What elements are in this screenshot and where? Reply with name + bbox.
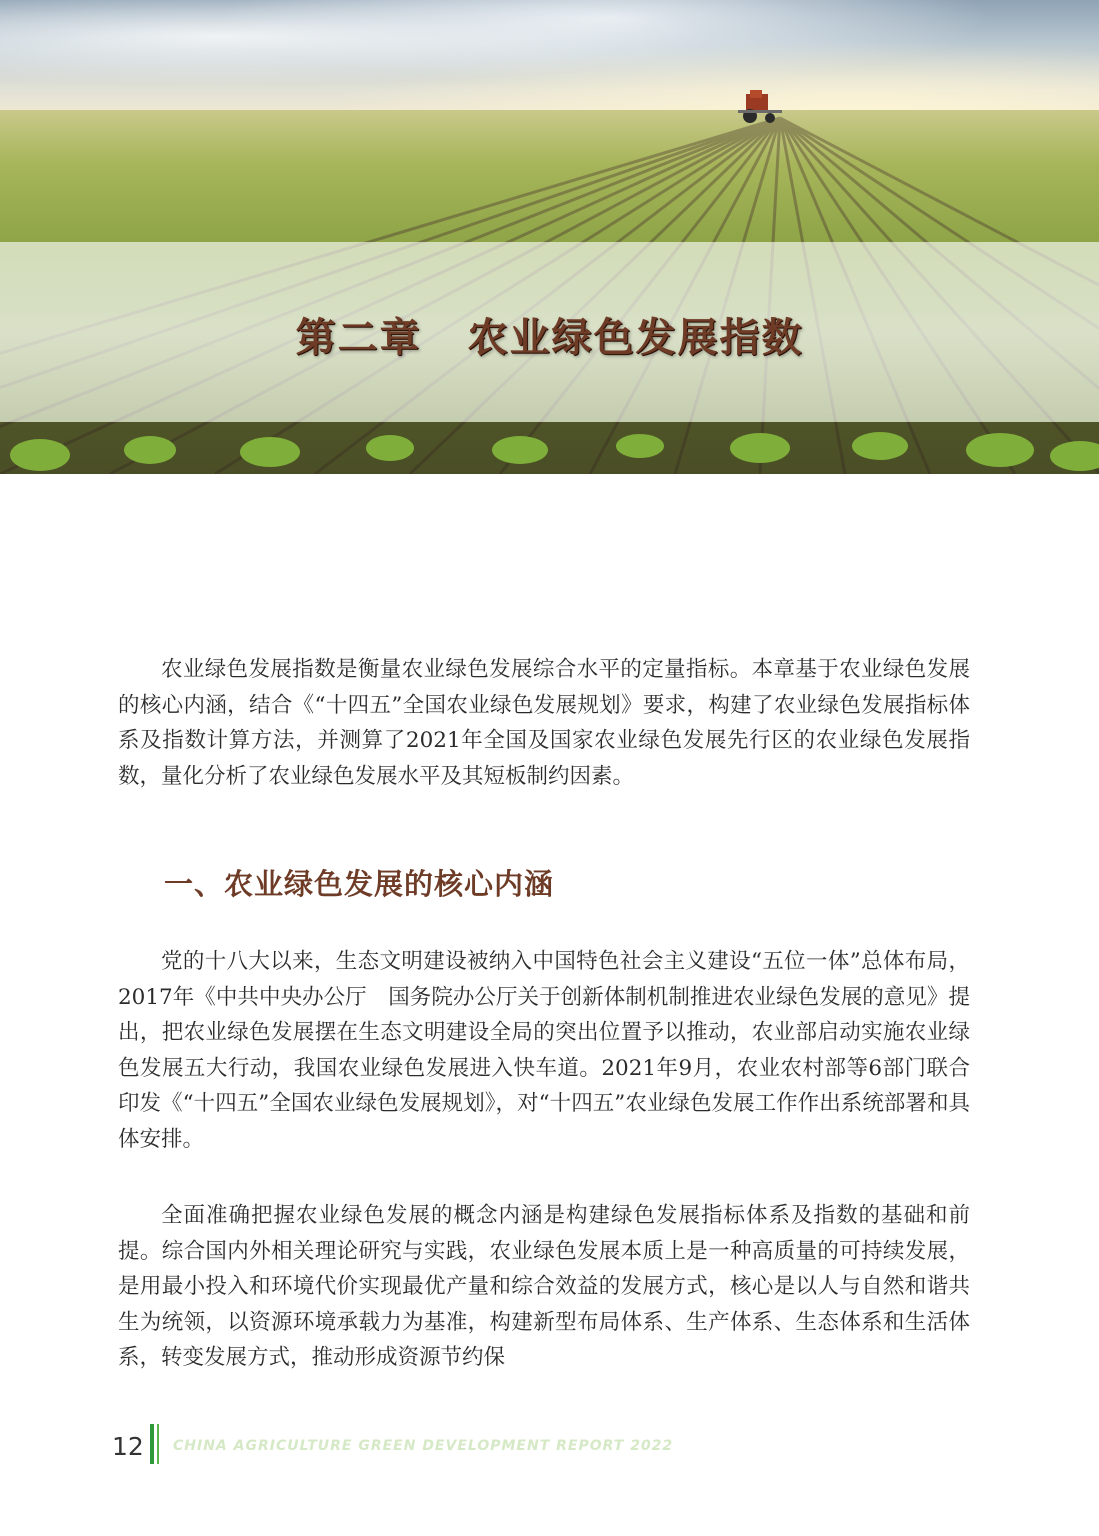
section-heading: 一、农业绿色发展的核心内涵 [164, 867, 555, 901]
body-paragraph: 全面准确把握农业绿色发展的概念内涵是构建绿色发展指标体系及指数的基础和前提。综合国内外相关理论研究与实践，农业绿色发展本质上是一种高质量的可持续发展，是用最小投入和环境代价实现最优产量和综合效益的发展方式，核心是以人与自然和谐共生为统领，以资源环境承载力为基准，构建新型布局体系、生产体系、生态体系和生活体系，转变发展方式，推动形成资源节约保 [118, 1203, 970, 1370]
running-title: CHINA AGRICULTURE GREEN DEVELOPMENT REPORT 2022 [173, 1438, 674, 1454]
tractor-icon [738, 88, 782, 126]
footer-accent-bars [150, 1424, 166, 1464]
intro-paragraph: 农业绿色发展指数是衡量农业绿色发展综合水平的定量指标。本章基于农业绿色发展的核心内涵，结合《“十四五”全国农业绿色发展规划》要求，构建了农业绿色发展指标体系及指数计算方法，并测算了2021年全国及国家农业绿色发展先行区的农业绿色发展指数，量化分析了农业绿色发展水平及其短板制约因素。 [118, 657, 970, 789]
body-paragraph: 党的十八大以来，生态文明建设被纳入中国特色社会主义建设“五位一体”总体布局，2017年《中共中央办公厅 国务院办公厅关于创新体制机制推进农业绿色发展的意见》提出，把农业绿色发展摆在生态文明建设全局的突出位置予以推动，农业部启动实施农业绿色发展五大行动，我国农业绿色发展进入快车道。2021年9月，农业农村部等6部门联合印发《“十四五”全国农业绿色发展规划》，对“十四五”农业绿色发展工作作出系统部署和具体安排。 [118, 949, 970, 1152]
banner-sky [0, 0, 1099, 122]
chapter-name: 农业绿色发展指数 [467, 315, 804, 361]
chapter-number: 第二章 [295, 315, 422, 361]
page-number: 12 [112, 1432, 144, 1461]
chapter-banner [0, 0, 1099, 474]
chapter-title [0, 306, 1099, 363]
